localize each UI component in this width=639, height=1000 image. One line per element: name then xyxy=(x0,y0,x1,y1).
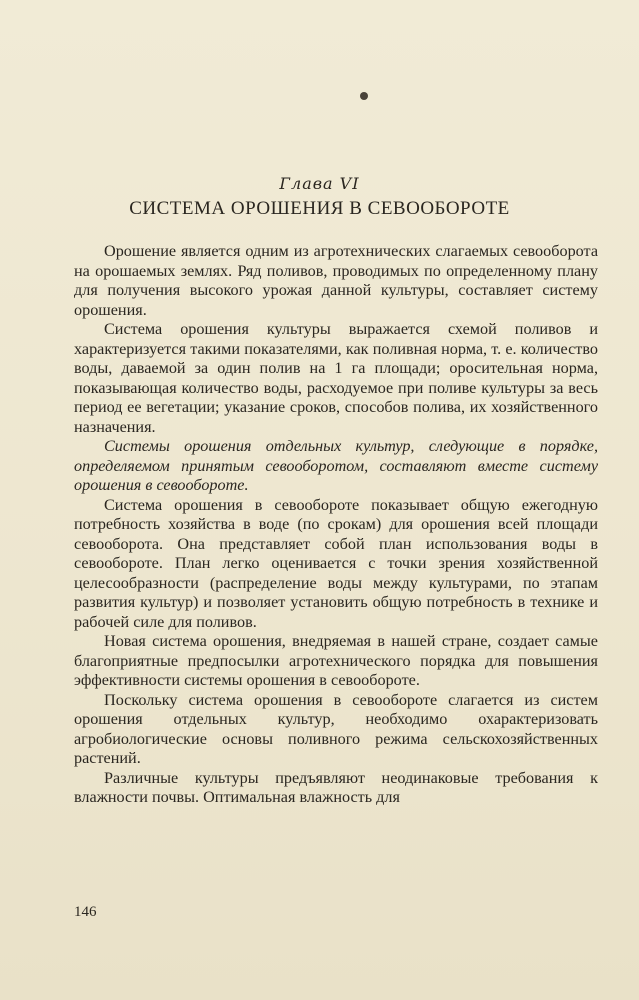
paragraph: Система орошения культуры выражается схемой поливов и характеризуется такими показателями, как поливная норма, т. е. количество воды, даваемой за один полив на 1 га площади; оросительная норма, показывающая количество воды, расходуемое при поливе культуры за весь период ее вегетации; указание сроков, способов полива, их хозяйственного назначения. xyxy=(74,320,598,436)
paragraph: Орошение является одним из агротехнических слагаемых севооборота на орошаемых землях. Ряд поливов, проводимых по определенному плану для получения высокого урожая данной культуры, составляет систему орошения. xyxy=(74,242,598,319)
chapter-label: Глава VI xyxy=(279,174,360,193)
paragraph-italic: Системы орошения отдельных культур, следующие в порядке, определяемом принятым севооборотом, составляют вместе систему орошения в севообороте. xyxy=(74,437,598,494)
body-text xyxy=(74,242,598,808)
paragraph: Система орошения в севообороте показывает общую ежегодную потребность хозяйства в воде (по срокам) для орошения всей площади севооборота. Она представляет собой план использования воды в севообороте. План легко оценивается с точки зрения хозяйственной целесообразности (распределение воды между культурами, по этапам развития культур) и позволяет установить общую потребность в технике и рабочей силе для поливов. xyxy=(74,495,598,631)
ornament-dot xyxy=(360,92,368,100)
paragraph: Новая система орошения, внедряемая в нашей стране, создает самые благоприятные предпосылки агротехнического порядка для повышения эффективности системы орошения в севообороте. xyxy=(74,632,598,689)
chapter-title: СИСТЕМА ОРОШЕНИЯ В СЕВООБОРОТЕ xyxy=(129,198,510,219)
paragraph: Различные культуры предъявляют неодинаковые требования к влажности почвы. Оптимальная влажность для xyxy=(74,768,598,806)
paragraph: Поскольку система орошения в севообороте слагается из систем орошения отдельных культур, необходимо охарактеризовать агробиологические основы поливного режима сельскохозяйственных растений. xyxy=(74,690,598,767)
page-number: 146 xyxy=(74,904,97,920)
